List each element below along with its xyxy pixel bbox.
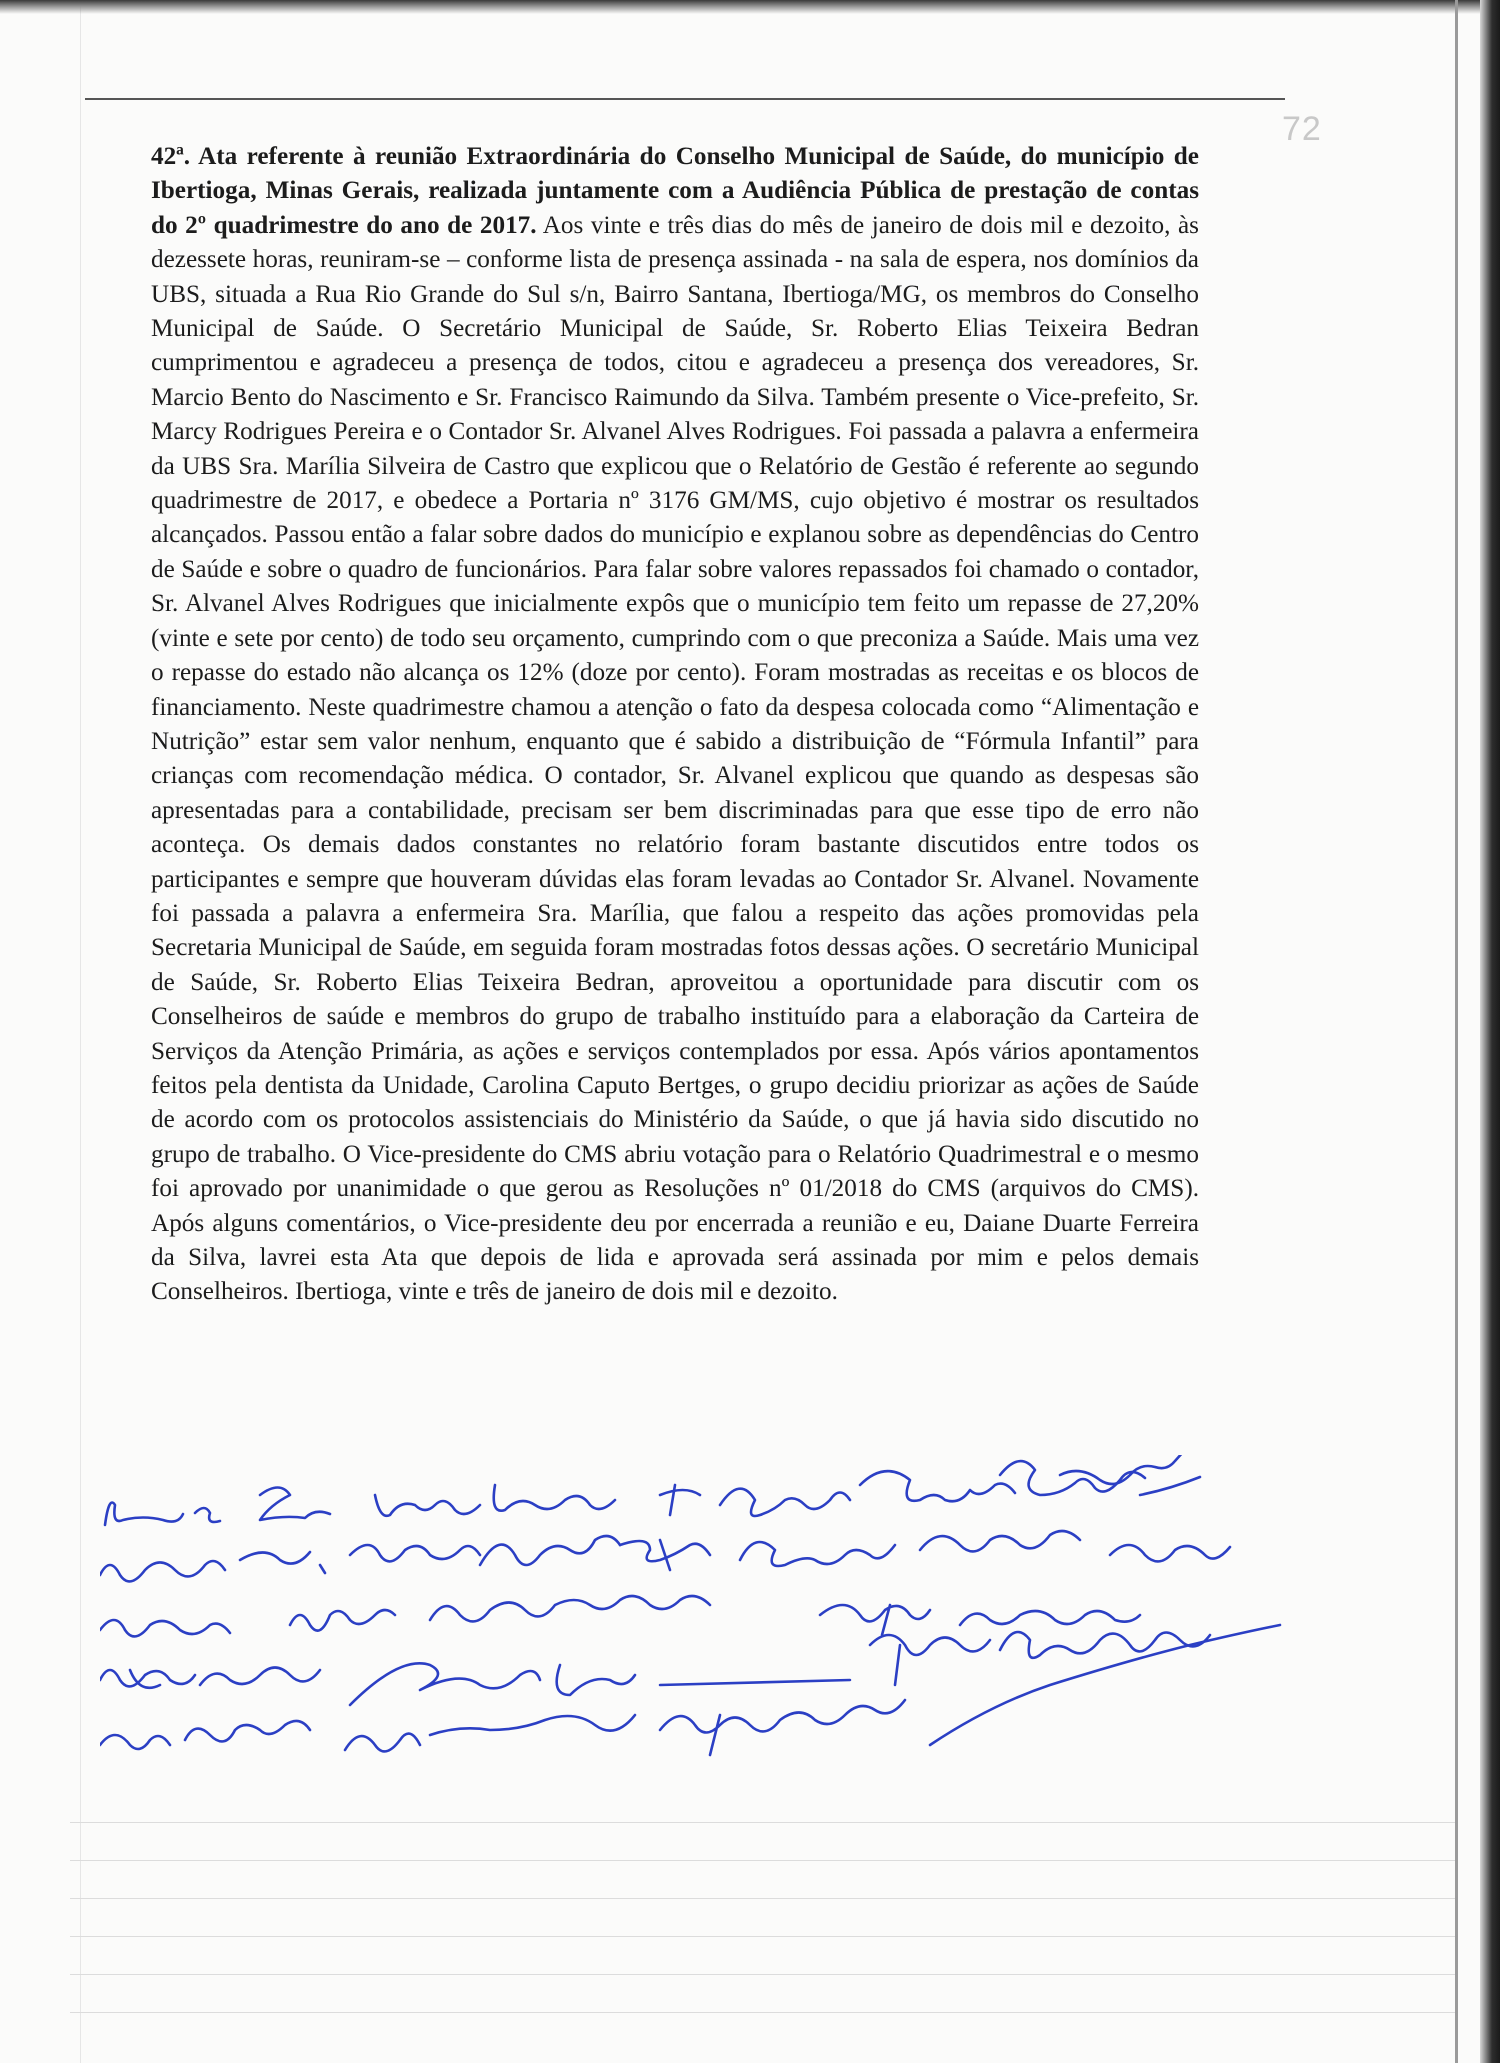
signature-stroke bbox=[200, 1668, 320, 1686]
page-margin-line bbox=[80, 0, 81, 2063]
signature-stroke bbox=[240, 1552, 325, 1573]
signature-stroke bbox=[660, 1700, 905, 1755]
signature-stroke bbox=[1000, 1632, 1210, 1658]
signature-stroke bbox=[1000, 1461, 1145, 1495]
header-rule bbox=[85, 98, 1285, 100]
signature-stroke bbox=[430, 1596, 710, 1621]
signature-stroke bbox=[660, 1680, 850, 1685]
signature-stroke bbox=[960, 1611, 1140, 1625]
ruled-line bbox=[70, 1936, 1455, 1937]
signature-stroke bbox=[350, 1663, 540, 1705]
signature-stroke bbox=[930, 1625, 1280, 1745]
minutes-text bbox=[151, 140, 1199, 1310]
signature-stroke bbox=[100, 1620, 230, 1636]
signature-stroke bbox=[185, 1721, 310, 1741]
signature-stroke bbox=[740, 1542, 895, 1566]
signature-stroke bbox=[350, 1545, 480, 1561]
signature-stroke bbox=[860, 1471, 1015, 1501]
signature-stroke bbox=[375, 1495, 480, 1516]
signature-stroke bbox=[430, 1715, 635, 1735]
signature-stroke bbox=[557, 1665, 635, 1695]
scan-edge-line bbox=[1455, 0, 1458, 2063]
signature-stroke bbox=[920, 1531, 1080, 1551]
ruled-line bbox=[70, 1974, 1455, 1975]
ruled-line bbox=[70, 1822, 1455, 1823]
signature-stroke bbox=[345, 1734, 420, 1752]
signature-stroke bbox=[105, 1503, 220, 1526]
signature-stroke bbox=[260, 1488, 330, 1521]
signature-stroke bbox=[620, 1540, 710, 1570]
scan-top-shadow bbox=[0, 0, 1500, 14]
handwritten-signatures bbox=[100, 1455, 1330, 1785]
ruled-line bbox=[70, 1898, 1455, 1899]
signature-stroke bbox=[100, 1561, 225, 1581]
signature-stroke bbox=[290, 1610, 395, 1631]
signature-stroke bbox=[870, 1635, 990, 1685]
signature-stroke bbox=[100, 1670, 195, 1688]
signature-stroke bbox=[820, 1605, 930, 1635]
signature-stroke bbox=[720, 1489, 850, 1516]
minutes-heading: 42ª. Ata referente à reunião Extraordinária do Conselho Municipal de Saúde, do município de Ibertioga, Minas Gerais, realizada juntamente com a Audiência Pública de prestação de contas do 2º quadrimestre do ano de 2017. bbox=[151, 143, 1199, 239]
signature-stroke bbox=[494, 1485, 615, 1511]
ruled-line bbox=[70, 2012, 1455, 2013]
ruled-line bbox=[70, 1860, 1455, 1861]
minutes-body: Aos vinte e três dias do mês de janeiro de dois mil e dezoito, às dezessete horas, reuniram-se – conforme lista de presença assinada - na sala de espera, nos domínios da UBS, situada a Rua Rio Grande do Sul s/n, Bairro Santana, Ibertioga/MG, os membros do Conselho Municipal de Saúde. O Secretário Municipal de Saúde, Sr. Roberto Elias Teixeira Bedran cumprimentou e agradeceu a presença de todos, citou e agradeceu a presença dos vereadores, Sr. Marcio Bento do Nascimento e Sr. Francisco Raimundo da Silva. Também presente o Vice-prefeito, Sr. Marcy Rodrigues Pereira e o Contador Sr. Alvanel Alves Rodrigues. Foi passada a palavra a enfermeira da UBS Sra. Marília Silveira de Castro que explicou que o Relatório de Gestão é referente ao segundo quadrimestre de 2017, e obedece a Portaria nº 3176 GM/MS, cujo objetivo é mostrar os resultados alcançados. Passou então a falar sobre dados do município e explanou sobre as dependências do Centro de Saúde e sobre o quadro de funcionários. Para falar sobre valores repassados foi chamado o contador, Sr. Alvanel Alves Rodrigues que inicialmente expôs que o município tem feito um repasse de 27,20% (vinte e sete por cento) de todo seu orçamento, cumprindo com o que preconiza a Saúde. Mais uma vez o repasse do estado não alcança os 12% (doze por cento). Foram mostradas as receitas e os blocos de financiamento. Neste quadrimestre chamou a atenção o fato da despesa colocada como “Alimentação e Nutrição” estar sem valor nenhum, enquanto que é sabido a distribuição de “Fórmula Infantil” para crianças com recomendação médica. O contador, Sr. Alvanel explicou que quando as despesas são apresentadas para a contabilidade, precisam ser bem discriminadas para que esse tipo de erro não aconteça. Os demais dados constantes no relatório foram bastante discutidos entre todos os participantes e sempre que houveram dúvidas elas foram levadas ao Contador Sr. Alvanel. Novamente foi passada a palavra a enfermeira Sra. Marília, que falou a respeito das ações promovidas pela Secretaria Municipal de Saúde, em seguida foram mostradas fotos dessas ações. O secretário Municipal de Saúde, Sr. Roberto Elias Teixeira Bedran, aproveitou a oportunidade para discutir com os Conselheiros de saúde e membros do grupo de trabalho instituído para a elaboração da Carteira de Serviços da Atenção Primária, as ações e serviços contemplados por essa. Após vários apontamentos feitos pela dentista da Unidade, Carolina Caputo Bertges, o grupo decidiu priorizar as ações de Saúde de acordo com os protocolos assistenciais do Ministério da Saúde, o que já havia sido discutido no grupo de trabalho. O Vice-presidente do CMS abriu votação para o Relatório Quadrimestral e o mesmo foi aprovado por unanimidade o que gerou as Resoluções nº 01/2018 do CMS (arquivos do CMS). Após alguns comentários, o Vice-presidente deu por encerrada a reunião e eu, Daiane Duarte Ferreira da Silva, lavrei esta Ata que depois de lida e aprovada será assinada por mim e pelos demais Conselheiros. Ibertioga, vinte e três de janeiro de dois mil e dezoito. bbox=[151, 211, 1199, 1306]
signature-stroke bbox=[660, 1485, 700, 1515]
signature-stroke bbox=[100, 1735, 170, 1749]
signature-stroke bbox=[1140, 1477, 1200, 1495]
signature-stroke bbox=[480, 1536, 620, 1565]
page-number: 72 bbox=[1282, 110, 1322, 148]
signature-stroke bbox=[1110, 1545, 1230, 1561]
scan-right-edge bbox=[1480, 0, 1500, 2063]
